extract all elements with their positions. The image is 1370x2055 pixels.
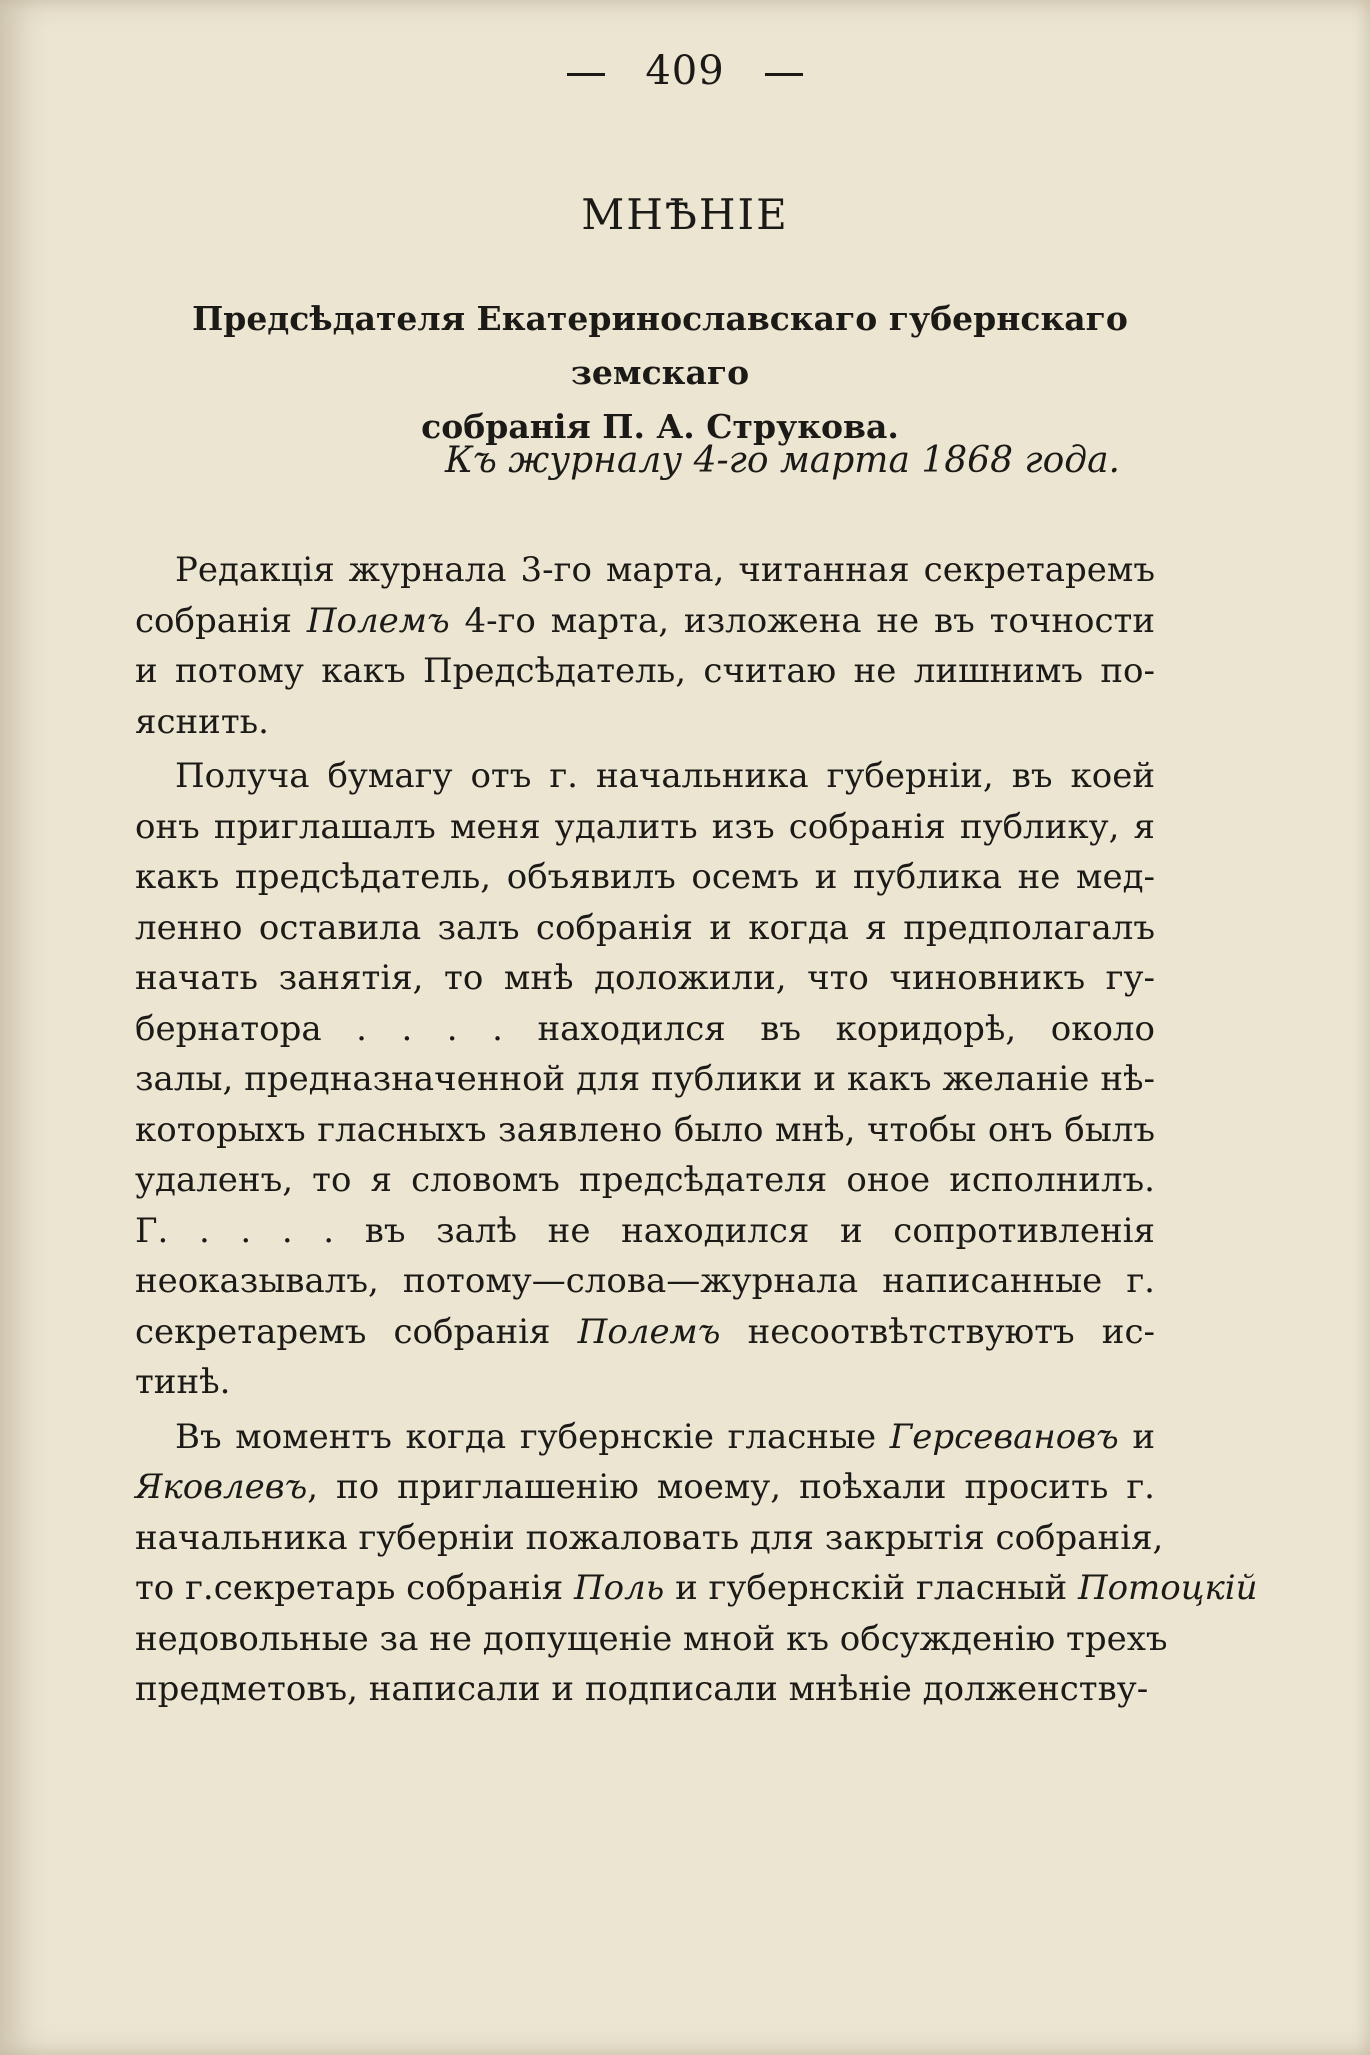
page-number: [0, 48, 1370, 94]
text-line: которыхъ гласныхъ заявлено было мнѣ, чтобы онъ былъ: [135, 1109, 1155, 1150]
text-line: Редакція журнала 3-го марта, читанная секретаремъ: [175, 550, 1155, 590]
italic-name: Полемъ: [577, 1311, 721, 1352]
paragraph: [135, 545, 1155, 747]
text-line: яснить.: [135, 701, 269, 742]
text-line: собранія Полемъ 4-го марта, изложена не въ точности: [135, 600, 1156, 641]
italic-name: Герсевановъ: [889, 1416, 1119, 1457]
text-line: предметовъ, написали и подписали мнѣніе долженству-: [135, 1669, 1149, 1709]
text-line: Получа бумагу отъ г. начальника губерніи, въ коей: [175, 756, 1155, 796]
italic-name: Полемъ: [306, 600, 450, 641]
text-line: то г.секретарь собранія Поль и губернскій гласный Потоцкій: [135, 1568, 1258, 1608]
paragraph: [135, 1412, 1258, 1715]
text-line: тинѣ.: [135, 1362, 231, 1402]
document-subtitle: [130, 292, 1190, 454]
text-line: залы, предназначенной для публики и какъ желаніе нѣ-: [135, 1059, 1155, 1099]
text-line: и потому какъ Предсѣдатель, считаю не лишнимъ по-: [135, 651, 1155, 691]
paragraph: [135, 751, 1155, 1408]
italic-name: Яковлевъ: [135, 1467, 308, 1507]
text-line: начальника губерніи пожаловать для закрытія собранія,: [135, 1517, 1164, 1558]
text-line: начать занятія, то мнѣ доложили, что чиновникъ гу-: [135, 958, 1155, 998]
text-line: онъ приглашалъ меня удалить изъ собранія публику, я: [135, 806, 1155, 847]
page-number-value: 409: [645, 48, 725, 94]
text-line: какъ предсѣдатель, объявилъ осемъ и публика не мед-: [135, 857, 1155, 897]
document-title: МНѢНІЕ: [581, 190, 789, 239]
text-line: недовольные за не допущеніе мной къ обсужденію трехъ: [135, 1618, 1168, 1659]
text-line: бернатора . . . . находился въ коридорѣ, около: [135, 1008, 1155, 1049]
text-line: ленно оставила залъ собранія и когда я предполагалъ: [135, 907, 1155, 948]
text-line: Въ моментъ когда губернскіе гласные Герсевановъ и: [175, 1416, 1156, 1457]
dated-line: Къ журналу 4-го марта 1868 года.: [445, 440, 1120, 481]
text-line: секретаремъ собранія Полемъ несоотвѣтствуютъ ис-: [135, 1311, 1155, 1352]
text-line: удаленъ, то я словомъ предсѣдателя оное исполнилъ.: [135, 1160, 1155, 1200]
body-text: [135, 545, 1258, 1715]
dash-left: [567, 73, 605, 76]
subtitle-line: Предсѣдателя Екатеринославскаго губернскаго земскаго: [192, 299, 1128, 392]
italic-name: Потоцкій: [1077, 1568, 1258, 1608]
dash-right: [765, 73, 803, 76]
subtitle-line: собранія П. А. Струкова.: [421, 407, 899, 446]
text-line: Г. . . . . въ залѣ не находился и сопротивленія: [135, 1210, 1155, 1251]
text-line: неоказывалъ, потому—слова—журнала написанные г.: [135, 1261, 1155, 1301]
italic-name: Поль: [573, 1568, 665, 1608]
text-line: Яковлевъ, по приглашенію моему, поѣхали просить г.: [135, 1467, 1155, 1507]
